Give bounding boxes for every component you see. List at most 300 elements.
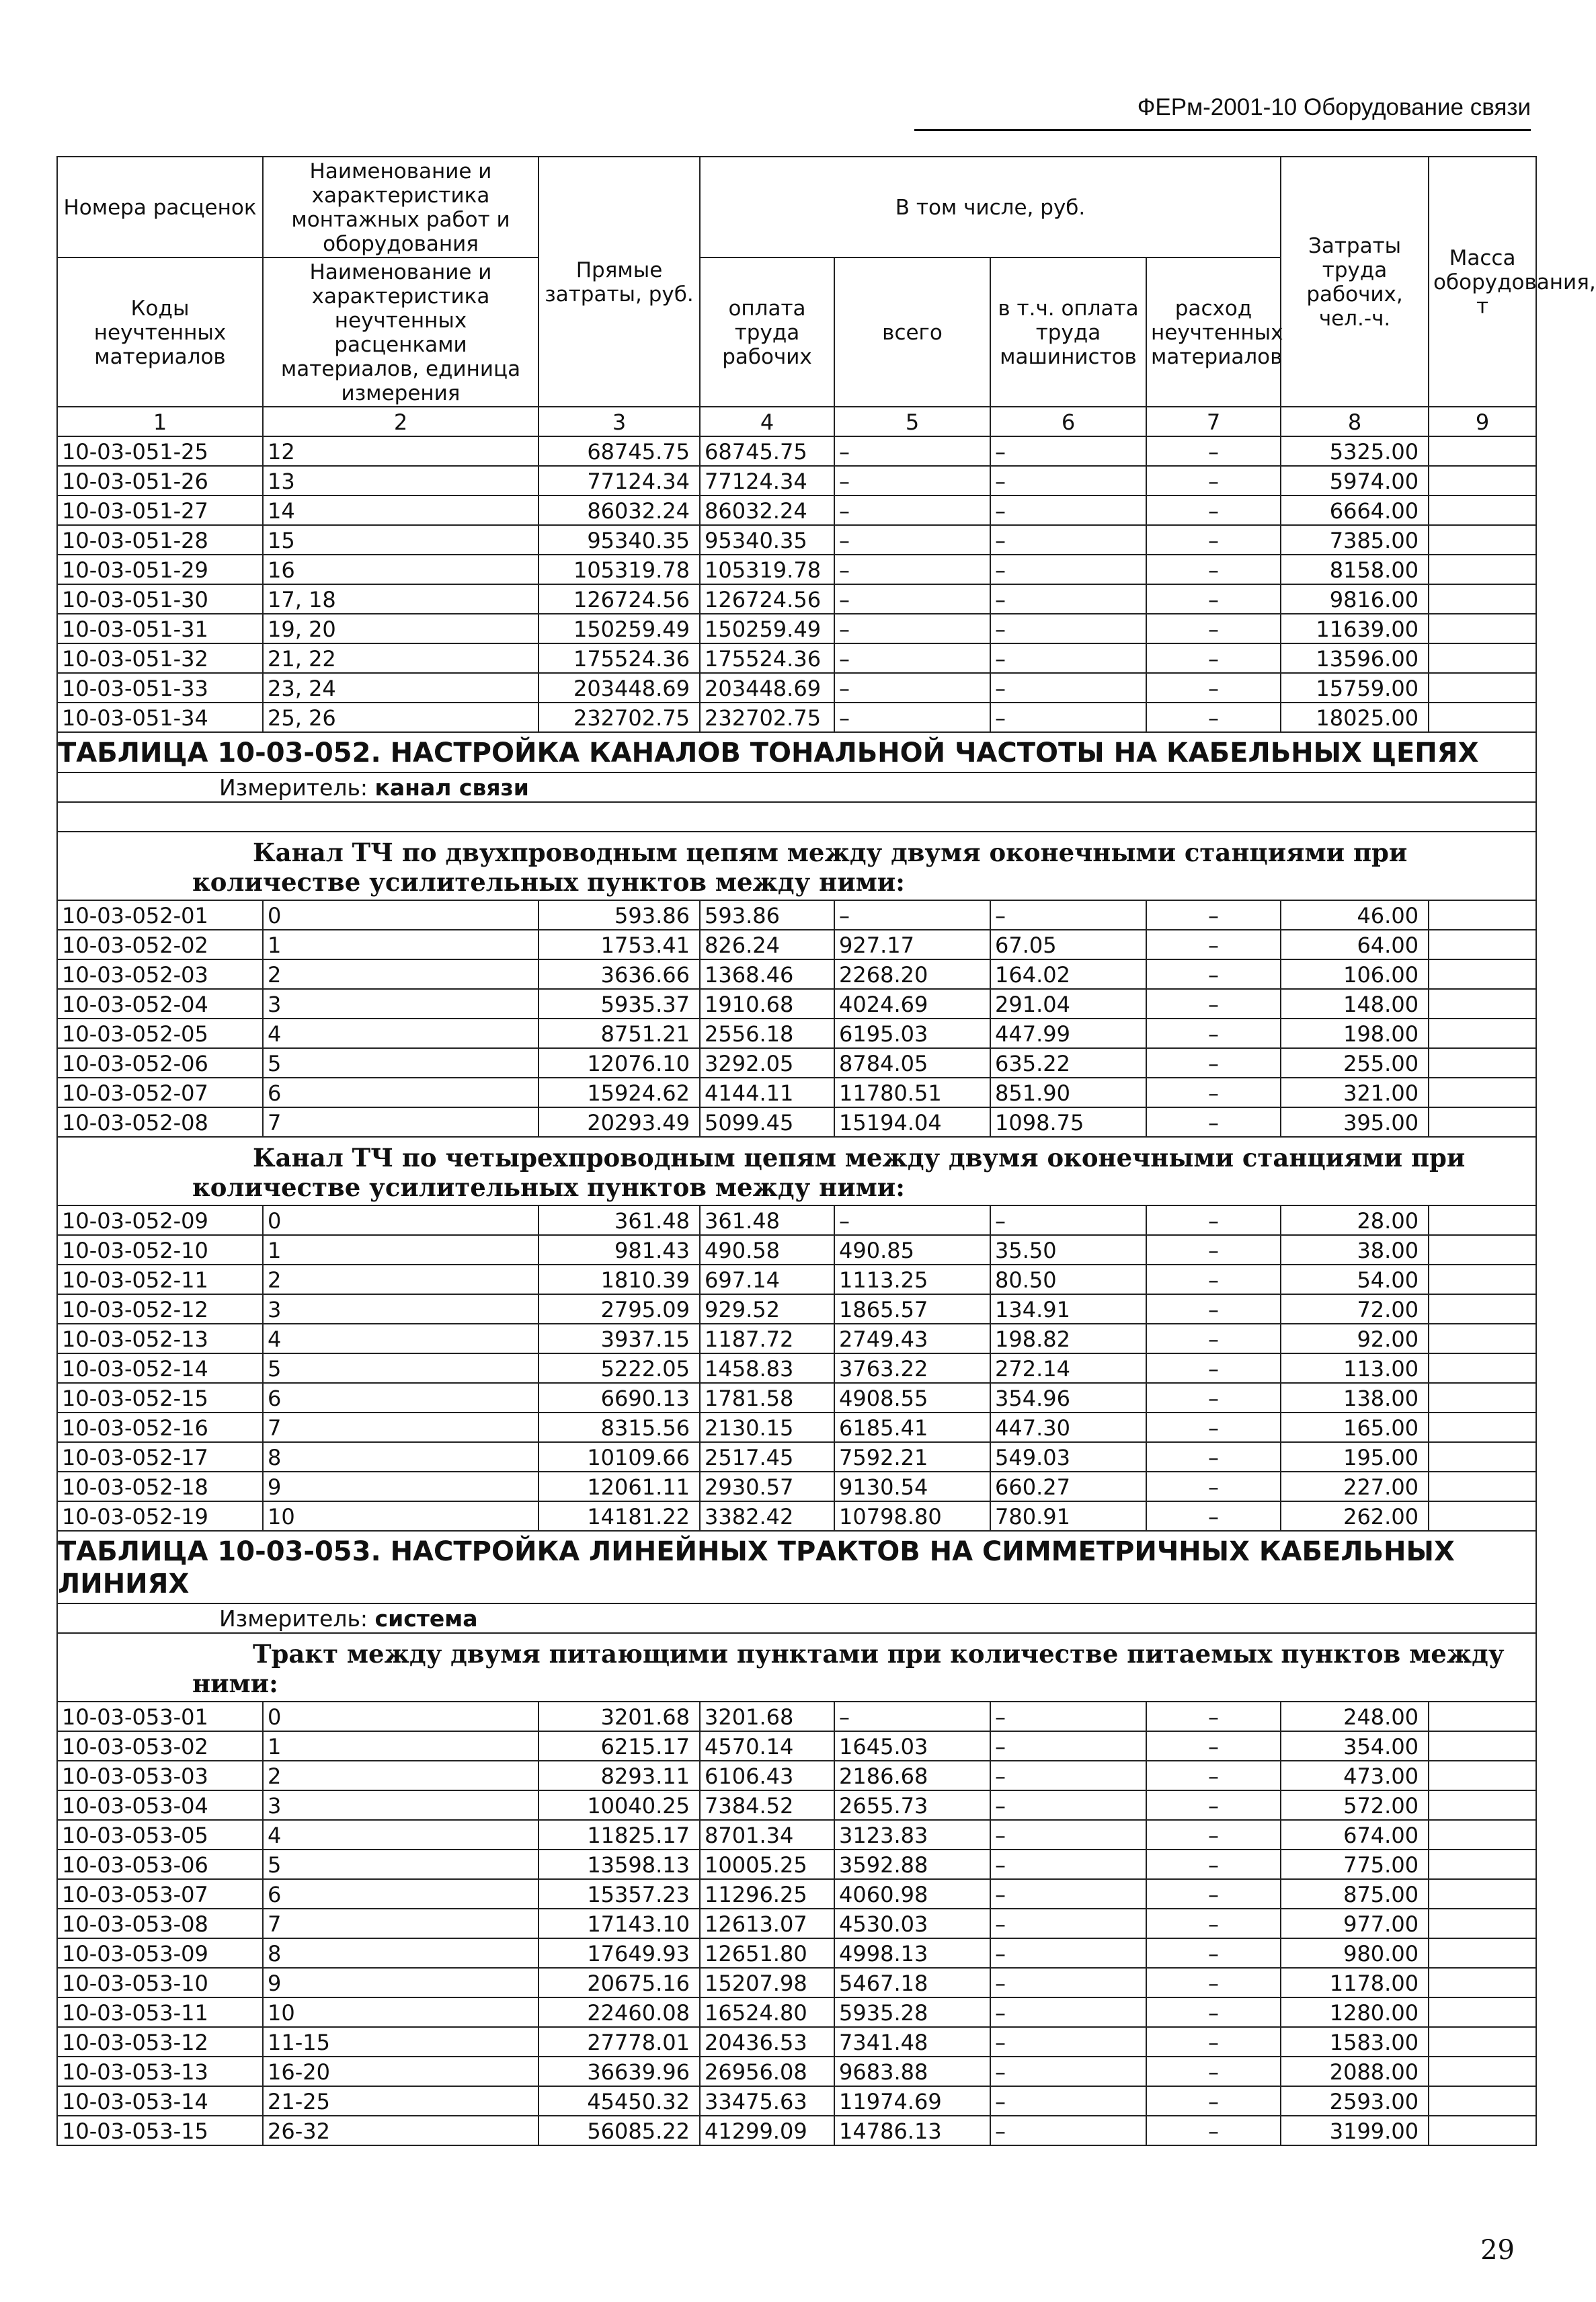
cell-direct: 22460.08 <box>538 1997 700 2027</box>
header-work-name: Наименование и характеристика монтажных работ и оборудования <box>263 157 538 257</box>
cell-machines: 14786.13 <box>834 2116 990 2145</box>
cell-labor: 3382.42 <box>700 1501 834 1531</box>
cell-hours: 198.00 <box>1281 1019 1429 1048</box>
header-equipment-mass: Масса оборудования, т <box>1429 157 1536 407</box>
cell-direct: 13598.13 <box>538 1850 700 1879</box>
cell-machines: 11780.51 <box>834 1078 990 1107</box>
table-row <box>57 1501 1536 1531</box>
cell-machinist: – <box>990 1205 1146 1235</box>
cell-materials: – <box>1146 1324 1281 1353</box>
cell-machinist: – <box>990 584 1146 614</box>
cell-code: 10-03-051-26 <box>57 466 263 495</box>
column-number: 7 <box>1146 407 1281 436</box>
cell-code: 10-03-053-13 <box>57 2057 263 2086</box>
cell-code: 10-03-051-25 <box>57 436 263 466</box>
cell-labor: 1187.72 <box>700 1324 834 1353</box>
cell-name: 21-25 <box>263 2086 538 2116</box>
cell-materials: – <box>1146 2057 1281 2086</box>
table-row <box>57 436 1536 466</box>
cell-code: 10-03-051-27 <box>57 495 263 525</box>
cell-machines: 1113.25 <box>834 1265 990 1294</box>
table-row <box>57 2116 1536 2145</box>
cell-direct: 5935.37 <box>538 989 700 1019</box>
cell-mass <box>1429 900 1536 930</box>
header-including: В том числе, руб. <box>700 157 1281 257</box>
table-row <box>57 1879 1536 1909</box>
cell-machinist: – <box>990 1909 1146 1938</box>
section-heading-row <box>57 1633 1536 1702</box>
cell-materials: – <box>1146 1353 1281 1383</box>
cell-hours: 28.00 <box>1281 1205 1429 1235</box>
cell-code: 10-03-052-04 <box>57 989 263 1019</box>
cell-name: 7 <box>263 1413 538 1442</box>
cell-materials: – <box>1146 1383 1281 1413</box>
cell-direct: 68745.75 <box>538 436 700 466</box>
cell-machinist: 198.82 <box>990 1324 1146 1353</box>
cell-labor: 41299.09 <box>700 2116 834 2145</box>
cell-machines: – <box>834 614 990 643</box>
measure-value: система <box>374 1605 478 1632</box>
table-row <box>57 1383 1536 1413</box>
cell-direct: 20675.16 <box>538 1968 700 1997</box>
cell-hours: 875.00 <box>1281 1879 1429 1909</box>
cell-code: 10-03-053-09 <box>57 1938 263 1968</box>
cell-materials: – <box>1146 959 1281 989</box>
table-row <box>57 1731 1536 1761</box>
cell-hours: 248.00 <box>1281 1702 1429 1731</box>
cell-labor: 175524.36 <box>700 643 834 673</box>
cell-mass <box>1429 2027 1536 2057</box>
cell-materials: – <box>1146 1879 1281 1909</box>
cell-materials: – <box>1146 1107 1281 1137</box>
cell-code: 10-03-052-06 <box>57 1048 263 1078</box>
cell-hours: 113.00 <box>1281 1353 1429 1383</box>
cell-code: 10-03-053-10 <box>57 1968 263 1997</box>
cell-hours: 148.00 <box>1281 989 1429 1019</box>
cell-direct: 8751.21 <box>538 1019 700 1048</box>
measure-label: Измеритель: <box>219 775 368 801</box>
cell-code: 10-03-052-19 <box>57 1501 263 1531</box>
cell-mass <box>1429 584 1536 614</box>
cell-machines: – <box>834 673 990 703</box>
running-header: ФЕРм-2001-10 Оборудование связи <box>1137 94 1531 120</box>
cell-machines: – <box>834 525 990 555</box>
cell-direct: 86032.24 <box>538 495 700 525</box>
cell-mass <box>1429 930 1536 959</box>
cell-materials: – <box>1146 1761 1281 1790</box>
cell-machines: – <box>834 1205 990 1235</box>
cell-mass <box>1429 1997 1536 2027</box>
column-number: 8 <box>1281 407 1429 436</box>
table-row <box>57 703 1536 732</box>
cell-direct: 12076.10 <box>538 1048 700 1078</box>
table-row <box>57 584 1536 614</box>
cell-name: 9 <box>263 1472 538 1501</box>
table-row <box>57 555 1536 584</box>
cell-materials: – <box>1146 1048 1281 1078</box>
cell-machines: 2749.43 <box>834 1324 990 1353</box>
table-row <box>57 2057 1536 2086</box>
cell-name: 13 <box>263 466 538 495</box>
cell-code: 10-03-052-15 <box>57 1383 263 1413</box>
cell-labor: 7384.52 <box>700 1790 834 1820</box>
cell-labor: 20436.53 <box>700 2027 834 2057</box>
cell-code: 10-03-053-06 <box>57 1850 263 1879</box>
table-row <box>57 1938 1536 1968</box>
table-row <box>57 1909 1536 1938</box>
cell-direct: 5222.05 <box>538 1353 700 1383</box>
cell-code: 10-03-052-16 <box>57 1413 263 1442</box>
cell-name: 5 <box>263 1353 538 1383</box>
cell-machines: 8784.05 <box>834 1048 990 1078</box>
header-machine-labor: в т.ч. оплата труда машинистов <box>990 257 1146 407</box>
cell-machinist: – <box>990 2057 1146 2086</box>
header-unrated-name: Наименование и характеристика неучтенных расценками материалов, единица измерения <box>263 257 538 407</box>
header-unrated-codes: Коды неучтенных материалов <box>57 257 263 407</box>
cell-direct: 36639.96 <box>538 2057 700 2086</box>
cell-name: 4 <box>263 1820 538 1850</box>
cell-code: 10-03-052-01 <box>57 900 263 930</box>
cell-hours: 72.00 <box>1281 1294 1429 1324</box>
cell-hours: 13596.00 <box>1281 643 1429 673</box>
cell-materials: – <box>1146 1909 1281 1938</box>
cell-machines: – <box>834 900 990 930</box>
cell-machinist: 272.14 <box>990 1353 1146 1383</box>
cell-direct: 361.48 <box>538 1205 700 1235</box>
cell-hours: 5325.00 <box>1281 436 1429 466</box>
cell-labor: 593.86 <box>700 900 834 930</box>
cell-code: 10-03-051-34 <box>57 703 263 732</box>
cell-materials: – <box>1146 2086 1281 2116</box>
cell-direct: 593.86 <box>538 900 700 930</box>
table-row <box>57 900 1536 930</box>
cell-name: 7 <box>263 1909 538 1938</box>
cell-machinist: – <box>990 1850 1146 1879</box>
cell-labor: 10005.25 <box>700 1850 834 1879</box>
table-row <box>57 1413 1536 1442</box>
cell-machinist: 164.02 <box>990 959 1146 989</box>
blank-line <box>57 802 1536 832</box>
table-row <box>57 1048 1536 1078</box>
section-heading-row <box>57 832 1536 900</box>
cell-mass <box>1429 525 1536 555</box>
cell-hours: 262.00 <box>1281 1501 1429 1531</box>
cell-name: 19, 20 <box>263 614 538 643</box>
cell-hours: 3199.00 <box>1281 2116 1429 2145</box>
cell-labor: 232702.75 <box>700 703 834 732</box>
cell-mass <box>1429 1205 1536 1235</box>
cell-labor: 8701.34 <box>700 1820 834 1850</box>
cell-machinist: – <box>990 466 1146 495</box>
cell-labor: 3292.05 <box>700 1048 834 1078</box>
cell-materials: – <box>1146 1938 1281 1968</box>
cell-mass <box>1429 989 1536 1019</box>
cell-name: 25, 26 <box>263 703 538 732</box>
table-row <box>57 1790 1536 1820</box>
cell-name: 0 <box>263 900 538 930</box>
cell-materials: – <box>1146 1820 1281 1850</box>
table-row <box>57 959 1536 989</box>
cell-machinist: 134.91 <box>990 1294 1146 1324</box>
cell-machines: 927.17 <box>834 930 990 959</box>
cell-materials: – <box>1146 1294 1281 1324</box>
cell-machines: 5935.28 <box>834 1997 990 2027</box>
cell-machinist: – <box>990 1702 1146 1731</box>
cell-machines: 9683.88 <box>834 2057 990 2086</box>
cell-code: 10-03-053-05 <box>57 1820 263 1850</box>
table-row <box>57 989 1536 1019</box>
cell-mass <box>1429 466 1536 495</box>
cell-name: 0 <box>263 1205 538 1235</box>
column-number: 9 <box>1429 407 1536 436</box>
cell-code: 10-03-051-29 <box>57 555 263 584</box>
cell-mass <box>1429 555 1536 584</box>
cell-machinist: – <box>990 1820 1146 1850</box>
cell-materials: – <box>1146 436 1281 466</box>
column-number: 4 <box>700 407 834 436</box>
cell-materials: – <box>1146 930 1281 959</box>
cell-hours: 1280.00 <box>1281 1997 1429 2027</box>
table-row <box>57 1850 1536 1879</box>
cell-name: 23, 24 <box>263 673 538 703</box>
cell-mass <box>1429 1850 1536 1879</box>
cell-labor: 33475.63 <box>700 2086 834 2116</box>
cell-labor: 5099.45 <box>700 1107 834 1137</box>
cell-code: 10-03-051-30 <box>57 584 263 614</box>
table-row <box>57 495 1536 525</box>
column-number-row <box>57 407 1536 436</box>
cell-hours: 7385.00 <box>1281 525 1429 555</box>
cell-hours: 138.00 <box>1281 1383 1429 1413</box>
cell-machinist: – <box>990 555 1146 584</box>
header-labor-costs: Затраты труда рабочих, чел.-ч. <box>1281 157 1429 407</box>
cell-direct: 12061.11 <box>538 1472 700 1501</box>
cell-mass <box>1429 1078 1536 1107</box>
cell-code: 10-03-051-32 <box>57 643 263 673</box>
cell-machinist: – <box>990 900 1146 930</box>
cell-hours: 46.00 <box>1281 900 1429 930</box>
table-row <box>57 2027 1536 2057</box>
cell-hours: 255.00 <box>1281 1048 1429 1078</box>
cell-machines: – <box>834 436 990 466</box>
cell-mass <box>1429 1909 1536 1938</box>
measure-value: канал связи <box>374 775 529 801</box>
cell-mass <box>1429 1413 1536 1442</box>
cell-mass <box>1429 1265 1536 1294</box>
cell-materials: – <box>1146 525 1281 555</box>
measure-line-row <box>57 1603 1536 1633</box>
cell-hours: 8158.00 <box>1281 555 1429 584</box>
cell-machinist: 35.50 <box>990 1235 1146 1265</box>
cell-hours: 980.00 <box>1281 1938 1429 1968</box>
cell-name: 5 <box>263 1048 538 1078</box>
cell-machines: 11974.69 <box>834 2086 990 2116</box>
cell-materials: – <box>1146 643 1281 673</box>
cell-mass <box>1429 2086 1536 2116</box>
cell-code: 10-03-053-04 <box>57 1790 263 1820</box>
cell-machines: – <box>834 703 990 732</box>
cell-mass <box>1429 1107 1536 1137</box>
cell-machinist: – <box>990 1879 1146 1909</box>
cell-name: 11-15 <box>263 2027 538 2057</box>
cell-labor: 68745.75 <box>700 436 834 466</box>
cell-hours: 1583.00 <box>1281 2027 1429 2057</box>
page-number: 29 <box>1480 2235 1515 2266</box>
cell-code: 10-03-053-08 <box>57 1909 263 1938</box>
cell-mass <box>1429 1019 1536 1048</box>
cell-direct: 14181.22 <box>538 1501 700 1531</box>
cell-name: 8 <box>263 1442 538 1472</box>
cell-code: 10-03-052-07 <box>57 1078 263 1107</box>
cell-machines: 5467.18 <box>834 1968 990 1997</box>
cell-machinist: 635.22 <box>990 1048 1146 1078</box>
cell-labor: 3201.68 <box>700 1702 834 1731</box>
cell-code: 10-03-053-11 <box>57 1997 263 2027</box>
cell-name: 10 <box>263 1997 538 2027</box>
cell-mass <box>1429 1702 1536 1731</box>
table-title-row <box>57 732 1536 772</box>
cell-machines: 3592.88 <box>834 1850 990 1879</box>
cell-machinist: 67.05 <box>990 930 1146 959</box>
cell-labor: 1368.46 <box>700 959 834 989</box>
table-row <box>57 525 1536 555</box>
cell-machinist: 549.03 <box>990 1442 1146 1472</box>
cell-direct: 1810.39 <box>538 1265 700 1294</box>
cell-machines: 2186.68 <box>834 1761 990 1790</box>
cell-machinist: 660.27 <box>990 1472 1146 1501</box>
cell-code: 10-03-053-12 <box>57 2027 263 2057</box>
cell-code: 10-03-052-09 <box>57 1205 263 1235</box>
cell-labor: 4144.11 <box>700 1078 834 1107</box>
cell-direct: 17143.10 <box>538 1909 700 1938</box>
cell-hours: 195.00 <box>1281 1442 1429 1472</box>
cell-mass <box>1429 1761 1536 1790</box>
cell-labor: 12651.80 <box>700 1938 834 1968</box>
cell-labor: 77124.34 <box>700 466 834 495</box>
cell-labor: 203448.69 <box>700 673 834 703</box>
cell-hours: 354.00 <box>1281 1731 1429 1761</box>
cell-code: 10-03-053-01 <box>57 1702 263 1731</box>
table-row <box>57 673 1536 703</box>
cell-mass <box>1429 1324 1536 1353</box>
cell-code: 10-03-052-03 <box>57 959 263 989</box>
cell-materials: – <box>1146 989 1281 1019</box>
cell-mass <box>1429 1442 1536 1472</box>
cell-code: 10-03-052-10 <box>57 1235 263 1265</box>
cell-hours: 775.00 <box>1281 1850 1429 1879</box>
cell-code: 10-03-051-33 <box>57 673 263 703</box>
cell-labor: 697.14 <box>700 1265 834 1294</box>
cell-mass <box>1429 1472 1536 1501</box>
column-number: 5 <box>834 407 990 436</box>
header-rate-numbers: Номера расценок <box>57 157 263 257</box>
cell-code: 10-03-051-31 <box>57 614 263 643</box>
cell-mass <box>1429 1820 1536 1850</box>
measure-line <box>57 1603 1536 1633</box>
cell-direct: 17649.93 <box>538 1938 700 1968</box>
cell-name: 16 <box>263 555 538 584</box>
cell-machinist: – <box>990 2116 1146 2145</box>
cell-machines: 10798.80 <box>834 1501 990 1531</box>
cell-mass <box>1429 436 1536 466</box>
rates-table <box>56 156 1596 2146</box>
cell-labor: 11296.25 <box>700 1879 834 1909</box>
cell-labor: 4570.14 <box>700 1731 834 1761</box>
cell-code: 10-03-052-02 <box>57 930 263 959</box>
cell-labor: 86032.24 <box>700 495 834 525</box>
cell-materials: – <box>1146 1997 1281 2027</box>
cell-direct: 15357.23 <box>538 1879 700 1909</box>
table-row <box>57 643 1536 673</box>
cell-machinist: 447.30 <box>990 1413 1146 1442</box>
cell-materials: – <box>1146 2116 1281 2145</box>
cell-materials: – <box>1146 1442 1281 1472</box>
cell-mass <box>1429 1048 1536 1078</box>
cell-machines: – <box>834 495 990 525</box>
cell-materials: – <box>1146 1472 1281 1501</box>
cell-name: 1 <box>263 1235 538 1265</box>
cell-code: 10-03-052-17 <box>57 1442 263 1472</box>
cell-hours: 1178.00 <box>1281 1968 1429 1997</box>
cell-machines: 7341.48 <box>834 2027 990 2057</box>
cell-direct: 2795.09 <box>538 1294 700 1324</box>
cell-machinist: – <box>990 673 1146 703</box>
cell-machinist: 80.50 <box>990 1265 1146 1294</box>
cell-machines: 4024.69 <box>834 989 990 1019</box>
cell-name: 17, 18 <box>263 584 538 614</box>
cell-machines: 3763.22 <box>834 1353 990 1383</box>
cell-mass <box>1429 1294 1536 1324</box>
cell-machines: – <box>834 555 990 584</box>
cell-machines: – <box>834 466 990 495</box>
cell-machines: 9130.54 <box>834 1472 990 1501</box>
cell-materials: – <box>1146 1265 1281 1294</box>
table-row <box>57 1205 1536 1235</box>
cell-hours: 15759.00 <box>1281 673 1429 703</box>
cell-labor: 150259.49 <box>700 614 834 643</box>
cell-hours: 11639.00 <box>1281 614 1429 643</box>
cell-direct: 10040.25 <box>538 1790 700 1820</box>
cell-hours: 64.00 <box>1281 930 1429 959</box>
table-row <box>57 1997 1536 2027</box>
cell-direct: 126724.56 <box>538 584 700 614</box>
table-row <box>57 1107 1536 1137</box>
cell-direct: 8315.56 <box>538 1413 700 1442</box>
cell-hours: 977.00 <box>1281 1909 1429 1938</box>
cell-code: 10-03-053-15 <box>57 2116 263 2145</box>
cell-mass <box>1429 1383 1536 1413</box>
cell-direct: 20293.49 <box>538 1107 700 1137</box>
cell-hours: 54.00 <box>1281 1265 1429 1294</box>
cell-machinist: – <box>990 436 1146 466</box>
cell-machines: 3123.83 <box>834 1820 990 1850</box>
header-direct-costs: Прямые затраты, руб. <box>538 157 700 407</box>
cell-code: 10-03-052-05 <box>57 1019 263 1048</box>
cell-direct: 11825.17 <box>538 1820 700 1850</box>
cell-mass <box>1429 1790 1536 1820</box>
cell-direct: 27778.01 <box>538 2027 700 2057</box>
cell-labor: 105319.78 <box>700 555 834 584</box>
cell-machinist: 447.99 <box>990 1019 1146 1048</box>
measure-label: Измеритель: <box>219 1605 368 1632</box>
cell-mass <box>1429 495 1536 525</box>
cell-name: 2 <box>263 1761 538 1790</box>
table-row <box>57 1235 1536 1265</box>
cell-labor: 2930.57 <box>700 1472 834 1501</box>
cell-direct: 15924.62 <box>538 1078 700 1107</box>
section-heading: Канал ТЧ по четырехпроводным цепям между двумя оконечными станциями при количестве усилительных пунктов между ними: <box>57 1137 1536 1205</box>
cell-machines: 2655.73 <box>834 1790 990 1820</box>
